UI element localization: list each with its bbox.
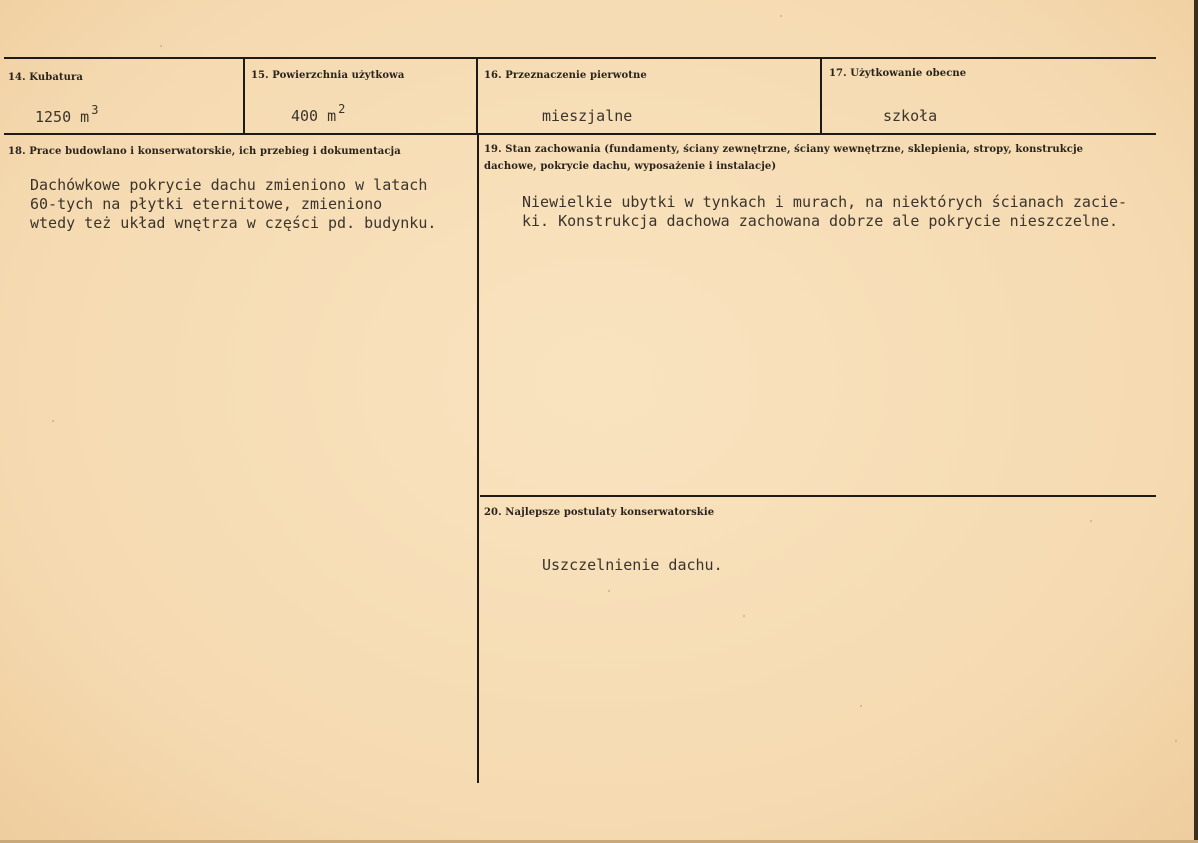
paper-speck [1175, 740, 1177, 742]
paper-speck [160, 45, 162, 47]
field-14-number: 1250 m [35, 108, 90, 126]
field-18-line: 60-tych na płytki eternitowe, zmieniono [30, 195, 383, 213]
paper-speck [780, 15, 782, 17]
field-15-number: 400 m [291, 107, 337, 125]
field-19-label: 19. Stan zachowania (fundamenty, ściany zewnętrzne, ściany wewnętrzne, sklepienia, stropy, konstrukcje dachowe, pokrycie dachu, wyposażenie i instalacje) [484, 144, 1084, 172]
field-17-label: 17. Użytkowanie obecne [829, 68, 967, 79]
divider-18-19 [477, 135, 479, 783]
top-rule [4, 57, 1156, 59]
paper-speck [52, 420, 54, 422]
field-15-exponent: 2 [338, 102, 346, 116]
field-19-text [522, 193, 1127, 231]
field-16-label: 16. Przeznaczenie pierwotne [484, 70, 647, 81]
field-17-value: szkoła [883, 107, 938, 125]
field-14-label: 14. Kubatura [8, 72, 83, 83]
card-right-edge [1194, 0, 1198, 843]
paper-speck [608, 590, 610, 592]
field-18-text [30, 176, 436, 233]
field19-bottom-rule [480, 495, 1156, 497]
divider-14-15 [243, 59, 245, 133]
field-14-exponent: 3 [91, 103, 99, 117]
field-20-value: Uszczelnienie dachu. [542, 556, 723, 574]
field-18-line: Dachówkowe pokrycie dachu zmieniono w latach [30, 176, 428, 194]
field-15-value [291, 102, 346, 125]
field-19-line: Niewielkie ubytki w tynkach i murach, na niektórych ścianach zacie- [522, 193, 1128, 211]
field-18-label: 18. Prace budowlano i konserwatorskie, ich przebieg i dokumentacja [8, 146, 401, 157]
field-19-line: ki. Konstrukcja dachowa zachowana dobrze ale pokrycie nieszczelne. [522, 212, 1119, 230]
paper-speck [860, 705, 862, 707]
paper-speck [1090, 520, 1092, 522]
field-20-label: 20. Najlepsze postulaty konserwatorskie [484, 507, 715, 518]
field-14-value [35, 103, 99, 126]
divider-16-17 [820, 59, 822, 133]
row1-bottom-rule [4, 133, 1156, 135]
field-15-label: 15. Powierzchnia użytkowa [251, 70, 405, 81]
field-16-value: mieszjalne [542, 107, 633, 125]
paper-speck [743, 615, 745, 617]
field-18-line: wtedy też układ wnętrza w części pd. budynku. [30, 214, 437, 232]
divider-15-16 [476, 59, 478, 133]
